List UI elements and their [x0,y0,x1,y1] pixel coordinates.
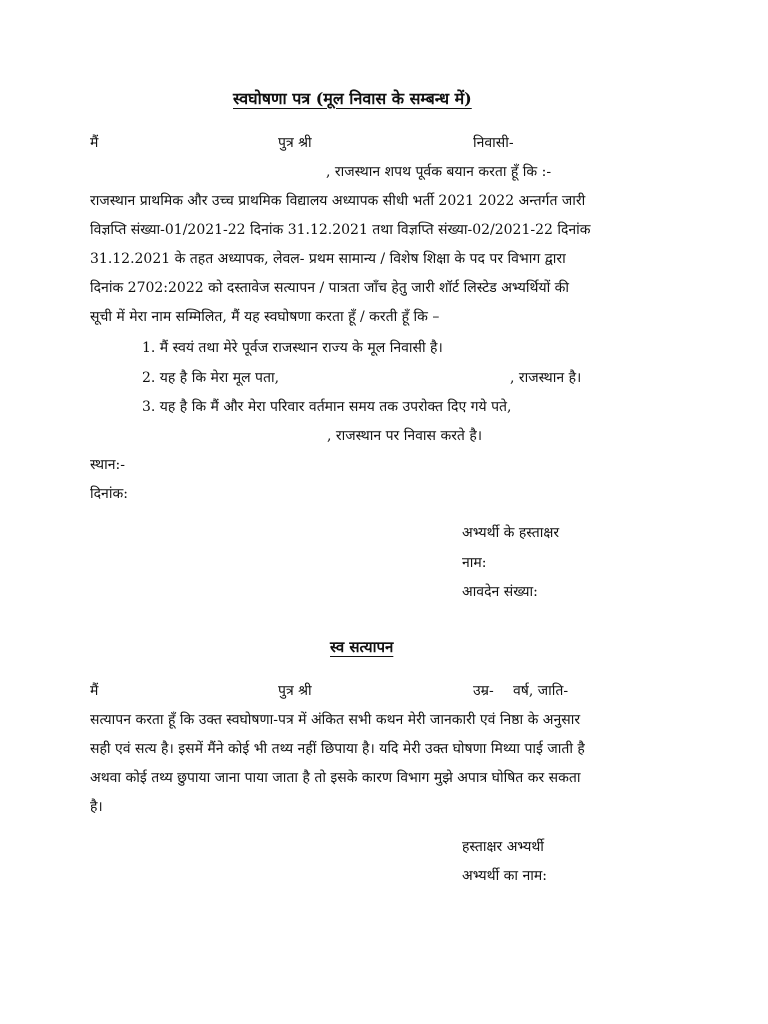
application-number-label: आवदेन संख्या: [462,584,538,600]
verifier-son-of-label: पुत्र श्री [278,683,312,699]
years-caste-label: वर्ष, जाति- [513,683,569,699]
declaration-item-2-end: , राजस्थान है। [510,370,582,386]
candidate-signature-label: अभ्यर्थी के हस्ताक्षर [462,525,560,541]
declaration-title: स्वघोषणा पत्र (मूल निवास के सम्बन्ध में) [233,89,472,108]
declaration-para-line-2: विज्ञप्ति संख्या-01/2021-22 दिनांक 31.12.2021 तथा विज्ञप्ति संख्या-02/2021-22 दिनांक [90,222,591,238]
son-of-label: पुत्र श्री [278,135,312,151]
verification-title: स्व सत्यापन [330,638,394,656]
verification-para-line-1: सत्यापन करता हूँ कि उक्त स्वघोषणा-पत्र में अंकित सभी कथन मेरी जानकारी एवं निष्ठा के अनुसार [90,712,581,728]
age-label: उम्र- [473,683,494,699]
verification-para-line-4: है। [90,799,103,815]
verification-para-line-3: अथवा कोई तथ्य छुपाया जाना पाया जाता है तो इसके कारण विभाग मुझे अपात्र घोषित कर सकता [90,770,581,786]
declaration-para-line-3: 31.12.2021 के तहत अध्यापक, लेवल- प्रथम सामान्य / विशेष शिक्षा के पद पर विभाग द्वारा [90,251,566,267]
resident-label: निवासी- [473,135,514,151]
declaration-para-line-4: दिनांक 2702:2022 को दस्तावेज सत्यापन / पात्रता जाँच हेतु जारी शॉर्ट लिस्टेड अभ्यर्थियों की [90,280,570,296]
declaration-item-2: 2. यह है कि मेरा मूल पता, [142,370,280,386]
place-label: स्थान:- [90,457,125,473]
declarant-label: मैं [90,135,99,151]
declaration-item-3-end: , राजस्थान पर निवास करते है। [327,428,483,444]
candidate-name-label: नाम: [462,555,487,571]
verifier-label: मैं [90,683,99,699]
date-label: दिनांक: [90,486,128,502]
verification-name-label: अभ्यर्थी का नाम: [462,868,547,884]
oath-line: , राजस्थान शपथ पूर्वक बयान करता हूँ कि :- [326,164,552,180]
declaration-item-3: 3. यह है कि मैं और मेरा परिवार वर्तमान समय तक उपरोक्त दिए गये पते, [142,399,512,415]
declaration-para-line-5: सूची में मेरा नाम सम्मिलित, मैं यह स्वघोषणा करता हूँ / करती हूँ कि – [90,309,440,325]
verification-para-line-2: सही एवं सत्य है। इसमें मैंने कोई भी तथ्य नहीं छिपाया है। यदि मेरी उक्त घोषणा मिथ्या पाई जाती है [90,741,585,757]
declaration-para-line-1: राजस्थान प्राथमिक और उच्च प्राथमिक विद्यालय अध्यापक सीधी भर्ती 2021 2022 अन्तर्गत जारी [90,193,586,209]
declaration-item-1: 1. मैं स्वयं तथा मेरे पूर्वज राजस्थान राज्य के मूल निवासी है। [142,340,443,356]
verification-signature-label: हस्ताक्षर अभ्यर्थी [462,839,544,855]
